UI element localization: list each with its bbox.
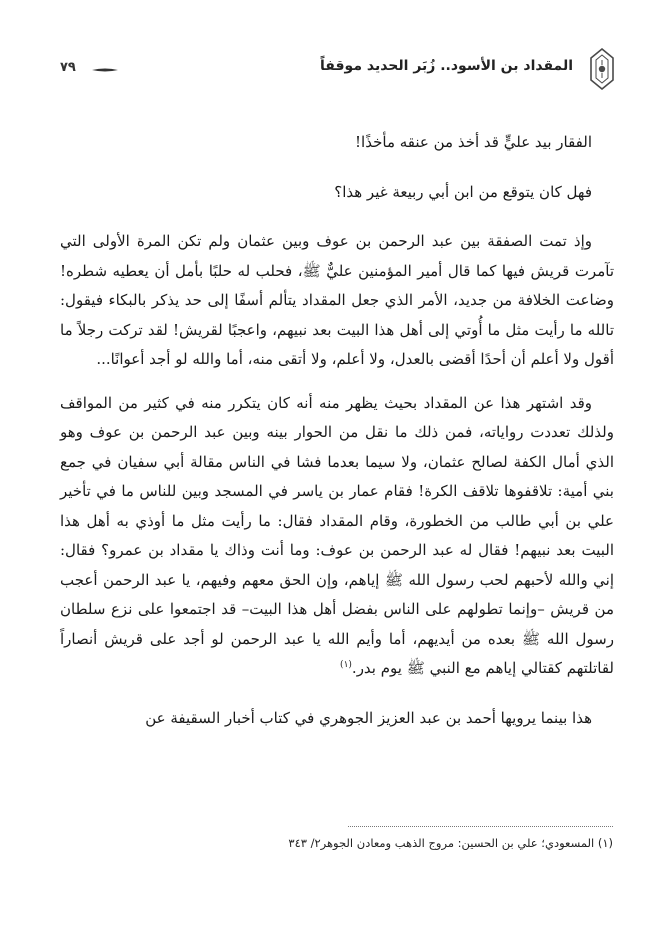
body-text	[60, 128, 614, 733]
running-title: المقداد بن الأسود.. زُبَر الحديد موقفاً	[320, 58, 573, 74]
paragraph-4-text: وقد اشتهر هذا عن المقداد بحيث يظهر منه أنه كان يتكرر منه في كثير من المواقف ولذلك تعددت رواياته، فمن ذلك ما نقل من الحوار بينه وبين عبد الرحمن بن عوف وهو الذي أمال الكفة لصالح عثمان، ولا سيما بعدما فشا في الناس مقالة أبي سفيان في جمع بني أمية: تلاقفوها تلاقف الكرة! فقام عمار بن ياسر في المسجد وبين للناس ما في تأخير علي بن أبي طالب من الخطورة، وقام المقداد فقال: ما رأيت مثل ما أوذي به أهل هذا البيت بعد نبيهم! فقال له عبد الرحمن بن عوف: وما أنت وذاك يا مقداد بن عمرو؟ فقال: إني والله لأحبهم لحب رسول الله ﷺ إياهم، وإن الحق معهم وفيهم، يا عبد الرحمن أعجب من قريش –وإنما تطولهم على الناس بفضل أهل هذا البيت– قد اجتمعوا على نزع سلطان رسول الله ﷺ بعده من أيديهم، أما وأيم الله يا عبد الرحمن لو أجد على قريش أنصاراً لقاتلتهم كقتالي إياهم مع النبي ﷺ يوم بدر.	[60, 393, 614, 677]
page-number: ٧٩	[60, 60, 76, 75]
paragraph-2: فهل كان يتوقع من ابن أبي ربيعة غير هذا؟	[334, 182, 592, 201]
paragraph-4	[60, 389, 614, 684]
ornament-icon	[589, 48, 615, 90]
paragraph-3: وإذ تمت الصفقة بين عبد الرحمن بن عوف وبين عثمان ولم تكن المرة الأولى التي تآمرت قريش فيها كما قال أمير المؤمنين عليٌّ ﷺ، فحلب له حلبًا بأمل أن يعطيه شطره! وضاعت الخلافة من جديد، الأمر الذي جعل المقداد يتألم أسفًا إلى حد يذكر بالبكاء فيقول: تالله ما رأيت مثل ما أُوتي إلى أهل هذا البيت بعد نبيهم، واعجبًا لقريش! لقد تركت رجلاً ما أقول ولا أعلم أن أحدًا أقضى بالعدل، ولا أعلم، ولا أتقى منه، أما والله لو أجد أعوانًا...	[60, 232, 614, 368]
paragraph-1: الفقار بيد عليٍّ قد أخذ من عنقه مأخذًا!	[355, 133, 592, 151]
page-number-dash	[92, 68, 118, 72]
page-header	[60, 48, 615, 88]
footnote-divider	[348, 826, 613, 827]
paragraph-5: هذا بينما يرويها أحمد بن عبد العزيز الجوهري في كتاب أخبار السقيفة عن	[145, 708, 592, 727]
footnote: (١) المسعودي؛ علي بن الحسين: مروج الذهب ومعادن الجوهر٢/ ٣٤٣	[288, 836, 613, 850]
footnote-marker: (١)	[340, 660, 352, 670]
